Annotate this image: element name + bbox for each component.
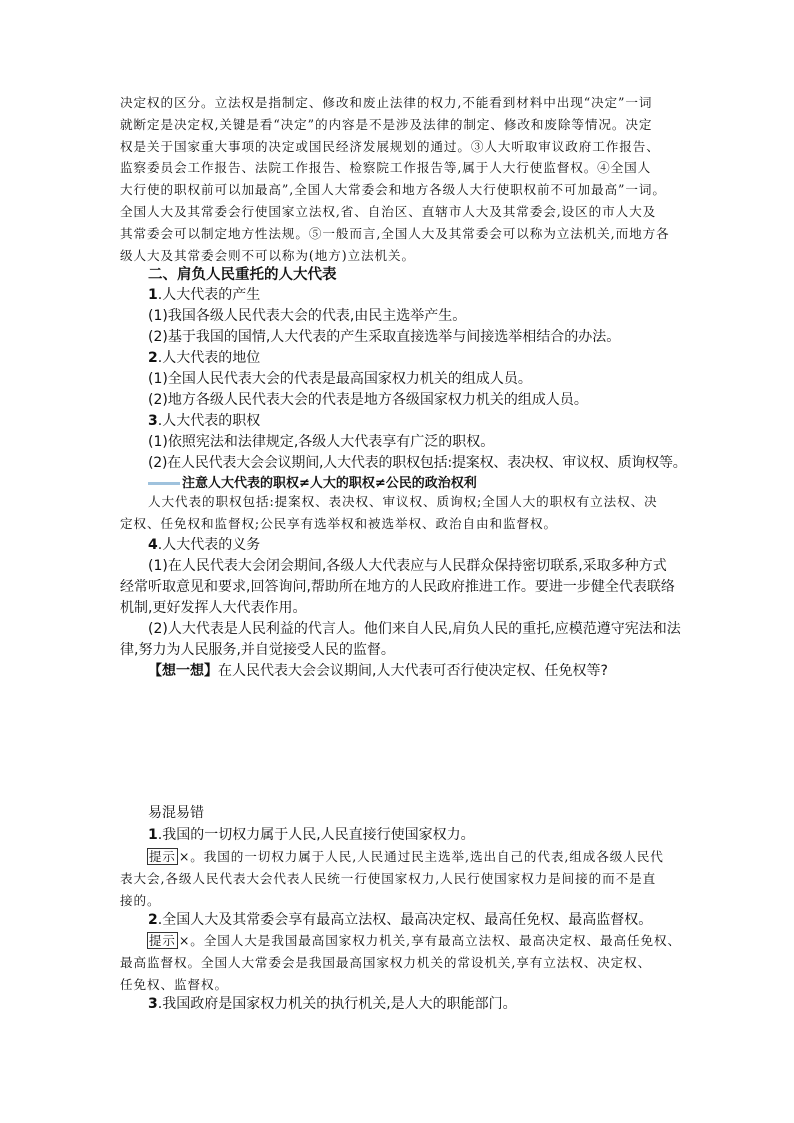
topic4-item1-line: (1)在人民代表大会闭会期间,各级人大代表应与人民群众保持密切联系,采取多种方式 [148, 558, 667, 574]
topic2-item: (2)地方各级人民代表大会的代表是地方各级国家权力机关的组成人员。 [148, 392, 588, 408]
hint-line [120, 846, 685, 868]
topic4-item1-line: 机制,更好发挥人大代表作用。 [120, 600, 307, 616]
topic2-title: .人大代表的地位 [157, 350, 261, 366]
topic1-number: 1 [148, 287, 158, 303]
mistakes-heading: 易混易错 [148, 805, 204, 821]
mistake-question [148, 994, 517, 1014]
q3-text: .我国政府是国家权力机关的执行机关,是人大的职能部门。 [157, 996, 517, 1012]
topic1-item: (1)我国各级人民代表大会的代表,由民主选举产生。 [148, 308, 467, 324]
topic3-item: (2)在人民代表大会会议期间,人大代表的职权包括:提案权、表决权、审议权、质询权等。 [148, 455, 687, 471]
hint-line: 接的。 [120, 892, 161, 908]
intro-line: 决定权的区分。立法权是指制定、修改和废止法律的权力,不能看到材料中出现“决定”一词 [120, 95, 653, 110]
mistake-question [148, 825, 475, 845]
topic4-item1-line: 经常听取意见和要求,回答询问,帮助所在地方的人民政府推进工作。要进一步健全代表联络 [120, 579, 675, 595]
topic1-heading [148, 285, 260, 305]
intro-line: 就断定是决定权,关键是看“决定”的内容是不是涉及法律的制定、修改和废除等情况。决定 [120, 116, 653, 132]
hint-line [120, 930, 685, 952]
hint-text: ×。全国人大是我国最高国家权力机关,享有最高立法权、最高决定权、最高任免权、 [178, 933, 681, 948]
hint-line: 最高监督权。全国人大常委会是我国最高国家权力机关的常设机关,享有立法权、决定权、 [120, 954, 652, 970]
hint-line: 任免权、监督权。 [120, 976, 228, 992]
hint-label: 提示 [149, 849, 176, 864]
topic4-title: .人大代表的义务 [157, 537, 261, 553]
topic1-item: (2)基于我国的国情,人大代表的产生采取直接选举与间接选举相结合的办法。 [148, 329, 621, 345]
q2-hint [120, 930, 685, 995]
topic2-heading [148, 348, 260, 368]
topic3-number: 3 [148, 413, 158, 429]
topic4-heading [148, 535, 260, 555]
note-line: 人大代表的职权包括:提案权、表决权、审议权、质询权;全国人大的职权有立法权、决 [148, 494, 658, 509]
q1-hint [120, 846, 685, 911]
topic3-heading [148, 411, 260, 431]
intro-line: 权是关于国家重大事项的决定或国民经济发展规划的通过。③人大听取审议政府工作报告、 [120, 138, 660, 154]
note-body [120, 491, 685, 535]
q2-text: .全国人大及其常委会享有最高立法权、最高决定权、最高任免权、最高监督权。 [157, 912, 653, 928]
think-prompt [148, 661, 608, 681]
hint-line: 表大会,各级人民代表大会代表人民统一行使国家权力,人民行使国家权力是间接的而不是直 [120, 870, 657, 886]
intro-line: 监察委员会工作报告、法院工作报告、检察院工作报告等,属于人大行使监督权。④全国人 [120, 160, 652, 176]
mistake-question [148, 910, 652, 930]
intro-line: 大行使的职权前可以加最高”,全国人大常委会和地方各级人大行使职权前不可加最高”一词。 [120, 182, 666, 198]
intro-line: 级人大及其常委会则不可以称为(地方)立法机关。 [120, 247, 415, 263]
intro-paragraph [120, 92, 685, 266]
topic2-item: (1)全国人民代表大会的代表是最高国家权力机关的组成人员。 [148, 371, 532, 387]
hint-text: ×。我国的一切权力属于人民,人民通过民主选举,选出自己的代表,组成各级人民代 [178, 849, 664, 864]
section-heading: 二、肩负人民重托的人大代表 [148, 267, 337, 283]
topic2-number: 2 [148, 350, 158, 366]
think-label: 【想一想】 [148, 663, 218, 679]
topic3-item: (1)依照宪法和法律规定,各级人大代表享有广泛的职权。 [148, 434, 495, 450]
note-title: 注意人大代表的职权≠人大的职权≠公民的政治权利 [182, 476, 477, 491]
topic3-title: .人大代表的职权 [157, 413, 261, 429]
note-marker [148, 482, 180, 485]
hint-label: 提示 [149, 933, 176, 948]
think-text: 在人民代表大会会议期间,人大代表可否行使决定权、任免权等? [218, 663, 608, 679]
topic1-title: .人大代表的产生 [157, 287, 261, 303]
q3-number: 3 [148, 996, 158, 1012]
q1-number: 1 [148, 827, 158, 843]
topic4-item2-line: (2)人大代表是人民利益的代言人。他们来自人民,肩负人民的重托,应模范遵守宪法和法 [148, 621, 681, 637]
topic4-item2-line: 律,努力为人民服务,并自觉接受人民的监督。 [120, 642, 395, 658]
topic4-number: 4 [148, 537, 158, 553]
note-line: 定权、任免权和监督权;公民享有选举权和被选举权、政治自由和监督权。 [120, 515, 557, 531]
q1-text: .我国的一切权力属于人民,人民直接行使国家权力。 [157, 827, 475, 843]
intro-line: 其常委会可以制定地方性法规。⑤一般而言,全国人大及其常委会可以称为立法机关,而地方各 [120, 225, 670, 241]
intro-line: 全国人大及其常委会行使国家立法权,省、自治区、直辖市人大及其常委会,设区的市人大及 [120, 203, 657, 219]
q2-number: 2 [148, 912, 158, 928]
